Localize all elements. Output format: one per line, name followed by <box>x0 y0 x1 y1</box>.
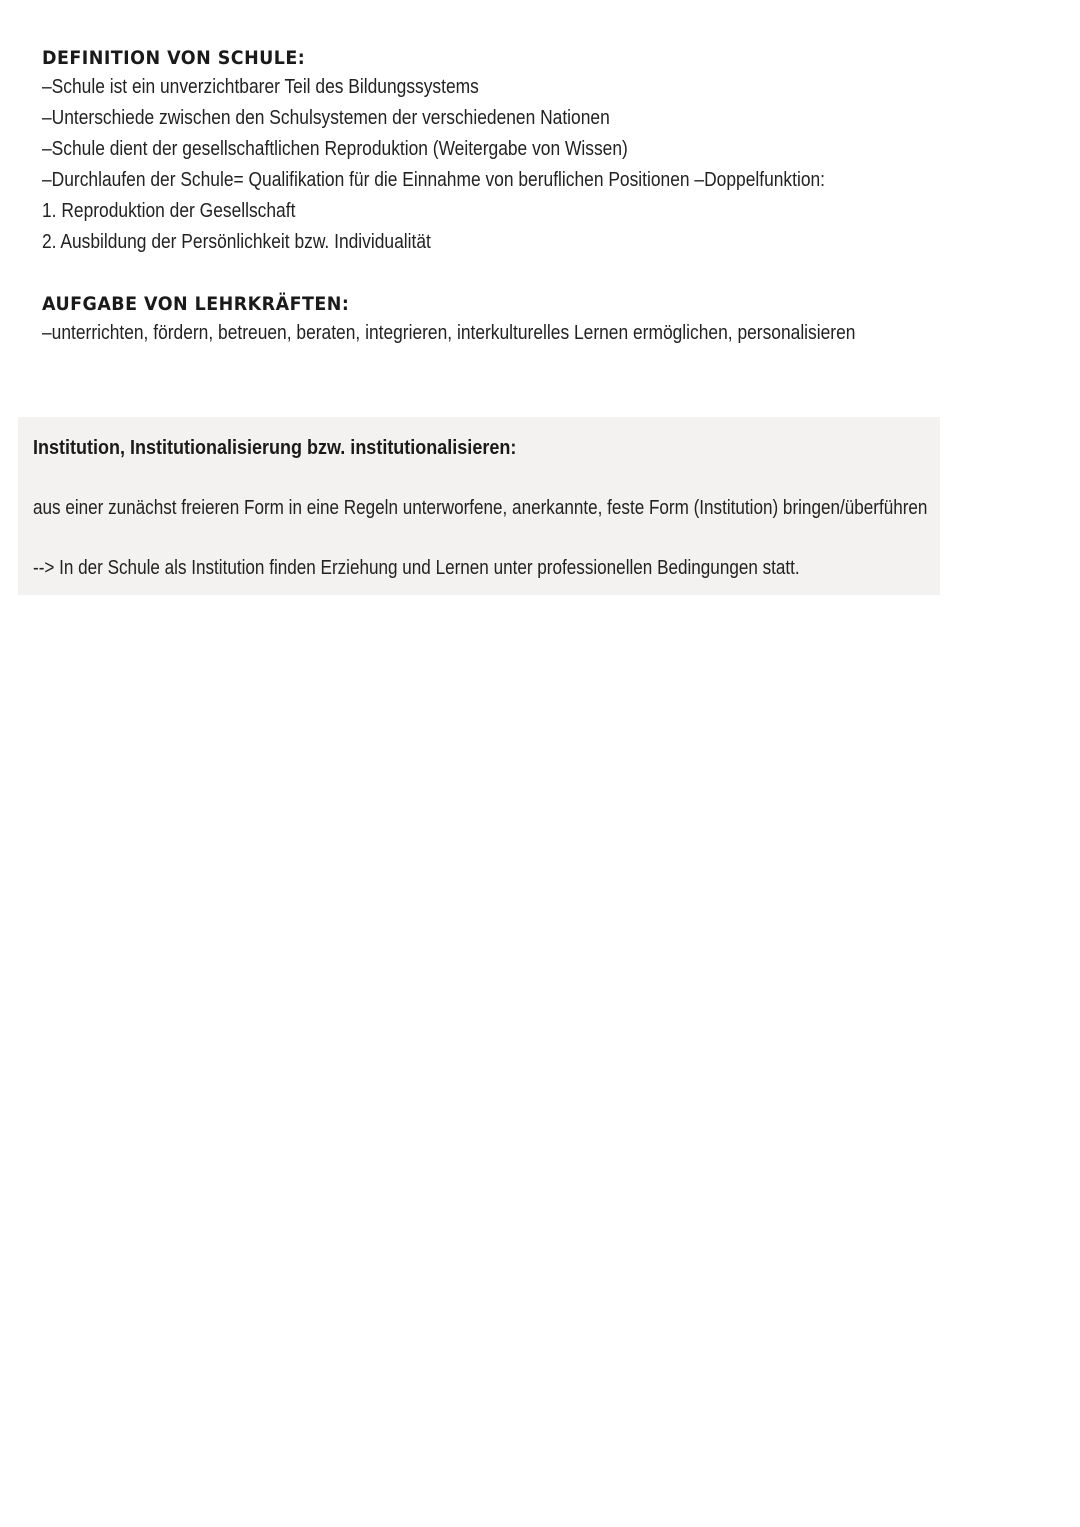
definition-line: –Unterschiede zwischen den Schulsystemen der verschiedenen Nationen <box>42 107 610 129</box>
section-definition-schule <box>42 44 942 258</box>
definition-line: –Schule ist ein unverzichtbarer Teil des Bildungssystems <box>42 76 479 98</box>
teachers-line: –unterrichten, fördern, betreuen, beraten, integrieren, interkulturelles Lernen ermöglichen, personalisieren <box>42 322 856 344</box>
institution-definition-text: aus einer zunächst freieren Form in eine Regeln unterworfene, anerkannte, feste Form (Institution) bringen/überführen <box>33 497 928 519</box>
institution-box-title: Institution, Institutionalisierung bzw. institutionalisieren: <box>33 437 517 459</box>
section-aufgabe-lehrkraefte <box>42 290 977 349</box>
heading-definition-schule: DEFINITION VON SCHULE: <box>42 47 306 69</box>
definition-line: –Schule dient der gesellschaftlichen Reproduktion (Weitergabe von Wissen) <box>42 138 628 160</box>
definition-list-item: 2. Ausbildung der Persönlichkeit bzw. Individualität <box>42 231 431 253</box>
institution-info-box <box>18 417 940 595</box>
heading-aufgabe-lehrkraefte: AUFGABE VON LEHRKRÄFTEN: <box>42 293 350 315</box>
definition-line: –Durchlaufen der Schule= Qualifikation für die Einnahme von beruflichen Positionen –Doppelfunktion: <box>42 169 826 191</box>
institution-example-text: --> In der Schule als Institution finden Erziehung und Lernen unter professionellen Bedingungen statt. <box>33 557 800 579</box>
definition-list-item: 1. Reproduktion der Gesellschaft <box>42 200 296 222</box>
